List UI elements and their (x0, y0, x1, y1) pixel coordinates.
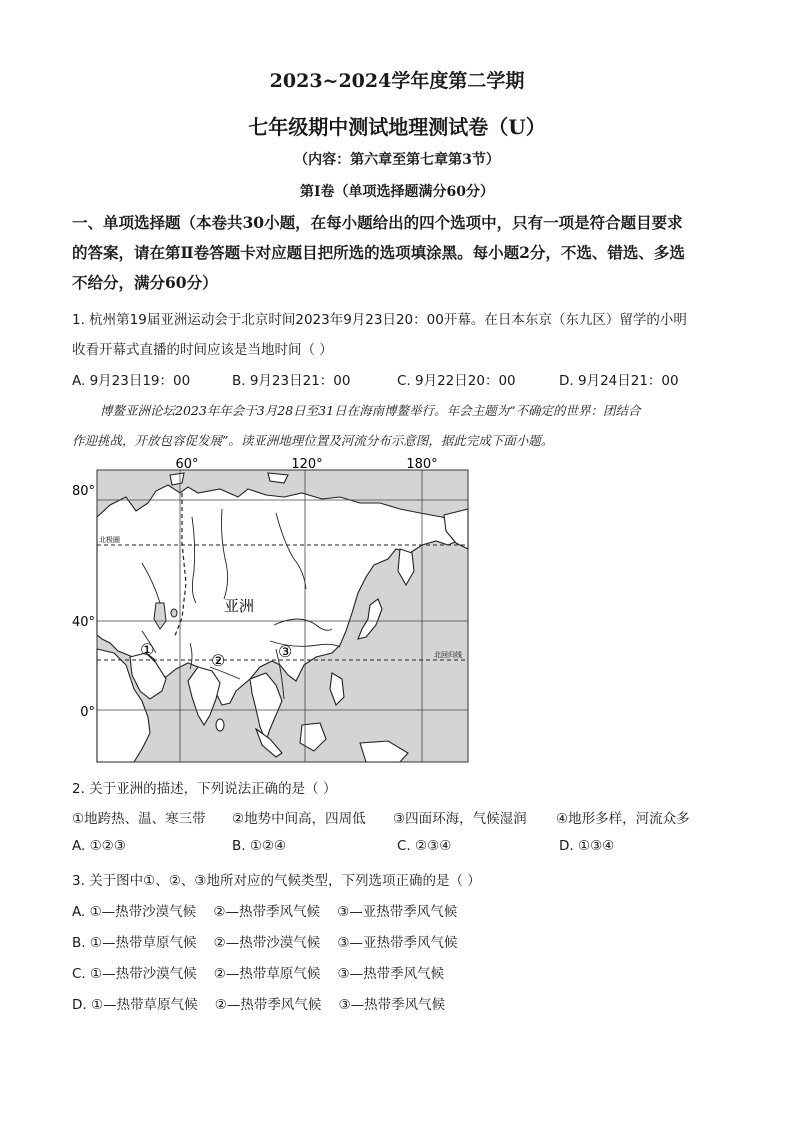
question-2-option-a: A. ①②③ (72, 838, 126, 854)
sri-lanka-island (216, 719, 224, 731)
lat-label-80: 80° (71, 484, 95, 499)
asia-continent-label: 亚洲 (224, 597, 255, 615)
volume-title: 第Ⅰ卷（单项选择题满分60分） (299, 184, 495, 200)
section-instructions-line1: 一、单项选择题（本卷共30小题，在每小题给出的四个选项中，只有一项是符合题目要求 (72, 213, 683, 232)
marker-2: ② (211, 651, 226, 670)
tropic-of-cancer-label: 北回归线 (434, 651, 462, 659)
section-instructions-line2: 的答案，请在第Ⅱ卷答题卡对应题目把所选的选项填涂黑。每小题2分，不选、错选、多选 (72, 243, 685, 262)
arctic-island-1 (170, 473, 184, 485)
exam-title: 七年级期中测试地理测试卷（U） (248, 115, 546, 139)
marker-3: ③ (278, 642, 293, 661)
lon-label-60: 60° (175, 457, 199, 472)
question-2-statement-3: ③四面环海，气候湿润 (393, 811, 527, 827)
lon-label-120: 120° (291, 457, 323, 472)
arctic-circle-label: 北极圈 (99, 536, 120, 544)
question-1-option-c: C. 9月22日20：00 (397, 373, 516, 389)
arctic-island-2 (268, 473, 288, 483)
exam-year-title: 2023~2024学年度第二学期 (269, 70, 525, 92)
question-1-line2: 收看开幕式直播的时间应该是当地时间（ ） (72, 342, 333, 358)
question-2-statement-2: ②地势中间高，四周低 (232, 811, 366, 827)
question-1-option-d: D. 9月24日21：00 (559, 373, 679, 389)
aral-sea (171, 609, 177, 617)
question-2-stem: 2. 关于亚洲的描述，下列说法正确的是（ ） (72, 781, 337, 797)
marker-1: ① (140, 640, 155, 659)
exam-scope: （内容：第六章至第七章第3节） (294, 152, 500, 168)
question-3-option-c: C. ①—热带沙漠气候 ②—热带草原气候 ③—热带季风气候 (72, 966, 445, 982)
lat-label-40: 40° (71, 615, 95, 630)
asia-map (70, 453, 480, 769)
question-2-statement-1: ①地跨热、温、寒三带 (72, 811, 206, 827)
question-2-option-d: D. ①③④ (559, 838, 615, 854)
passage-line2: 作迎挑战，开放包容促发展”。读亚洲地理位置及河流分布示意图，据此完成下面小题。 (72, 433, 554, 448)
lat-label-0: 0° (80, 705, 95, 720)
passage-line1: 博鳌亚洲论坛2023年年会于3月28日至31日在海南博鳌举行。年会主题为“不确定的世界：团结合 (100, 403, 641, 418)
question-3-option-d: D. ①—热带草原气候 ②—热带季风气候 ③—热带季风气候 (72, 997, 446, 1013)
question-1-option-b: B. 9月23日21：00 (232, 373, 351, 389)
section-instructions-line3: 不给分，满分60分） (72, 273, 218, 292)
question-2-option-b: B. ①②④ (232, 838, 287, 854)
question-3-option-b: B. ①—热带草原气候 ②—热带沙漠气候 ③—亚热带季风气候 (72, 935, 458, 951)
question-3-option-a: A. ①—热带沙漠气候 ②—热带季风气候 ③—亚热带季风气候 (72, 904, 458, 920)
question-2-statement-4: ④地形多样，河流众多 (556, 811, 690, 827)
lon-label-180: 180° (406, 457, 438, 472)
question-2-option-c: C. ②③④ (397, 838, 452, 854)
question-3-stem: 3. 关于图中①、②、③地所对应的气候类型，下列选项正确的是（ ） (72, 873, 481, 889)
question-1-line1: 1. 杭州第19届亚洲运动会于北京时间2023年9月23日20：00开幕。在日本东京（东九区）留学的小明 (72, 312, 687, 328)
question-1-option-a: A. 9月23日19：00 (72, 373, 191, 389)
